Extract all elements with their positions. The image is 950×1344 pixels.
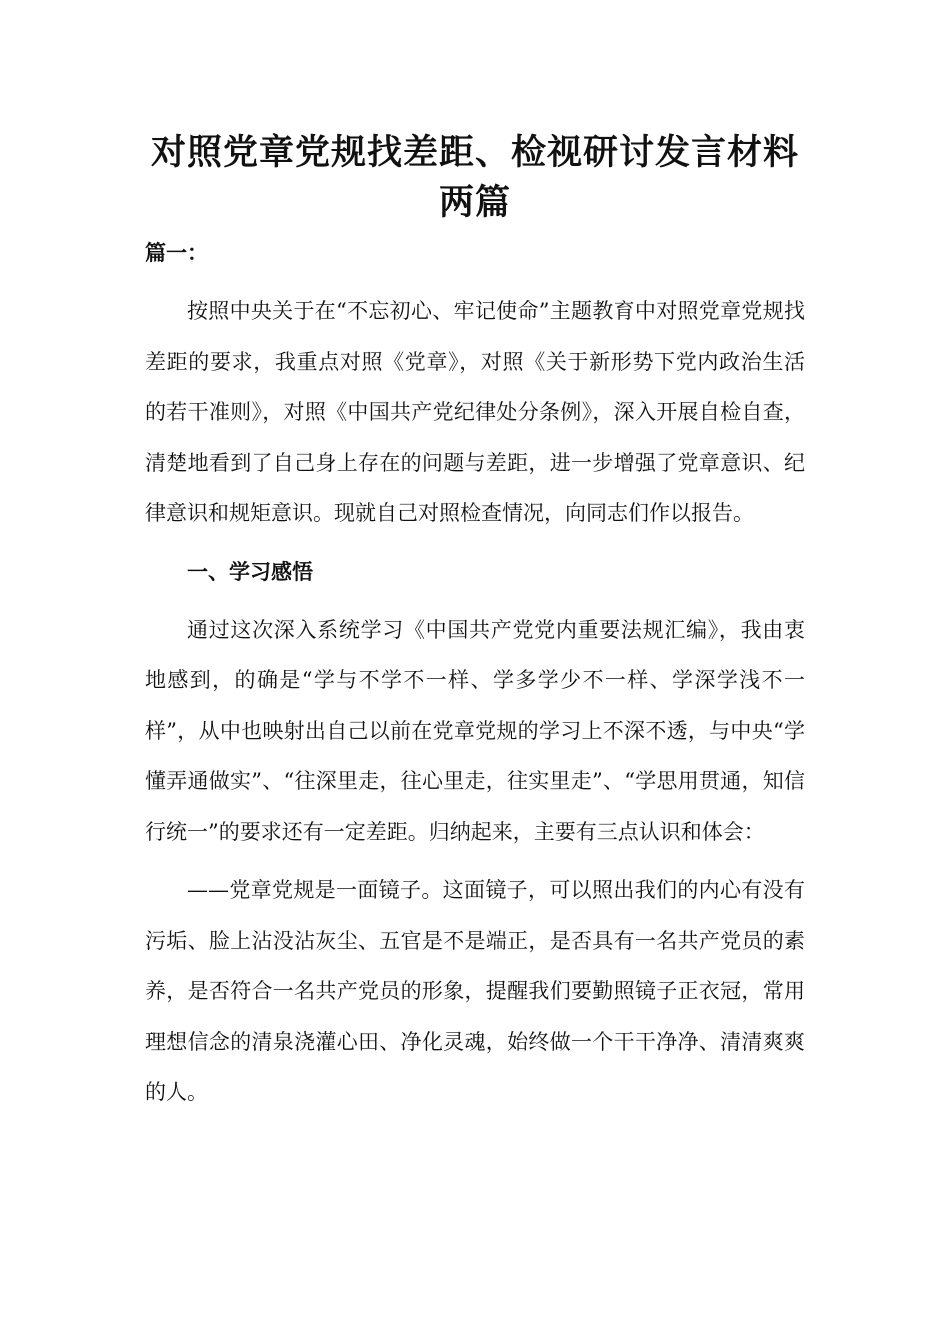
title-line-2: 两篇 bbox=[438, 182, 511, 223]
section-label: 篇一： bbox=[145, 240, 208, 265]
document-title bbox=[145, 128, 805, 228]
study-paragraph: 通过这次深入系统学习《中国共产党党内重要法规汇编》，我由衷地感到，的确是“学与不学不一样、学多学少不一样、学深学浅不一样”，从中也映射出自己以前在党章党规的学习上不深不透，与中央“学懂弄通做实”、“往深里走，往心里走，往实里走”、“学思用贯通，知信行统一”的要求还有一定差距。归纳起来，主要有三点认识和体会： bbox=[145, 617, 805, 844]
document-page bbox=[145, 128, 805, 1118]
section-heading: 一、学习感悟 bbox=[187, 558, 313, 584]
intro-paragraph: 按照中央关于在“不忘初心、牢记使命”主题教育中对照党章党规找差距的要求，我重点对照《党章》，对照《关于新形势下党内政治生活的若干准则》，对照《中国共产党纪律处分条例》，深入开展自检自查，清楚地看到了自己身上存在的问题与差距，进一步增强了党章意识、纪律意识和规矩意识。现就自己对照检查情况，向同志们作以报告。 bbox=[145, 299, 805, 525]
mirror-paragraph: ——党章党规是一面镜子。这面镜子，可以照出我们的内心有没有污垢、脸上沾没沾灰尘、五官是不是端正，是否具有一名共产党员的素养，是否符合一名共产党员的形象，提醒我们要勤照镜子正衣冠，常用理想信念的清泉浇灌心田、净化灵魂，始终做一个干干净净、清清爽爽的人。 bbox=[145, 878, 805, 1104]
title-line-1: 对照党章党规找差距、检视研讨发言材料 bbox=[150, 132, 799, 173]
